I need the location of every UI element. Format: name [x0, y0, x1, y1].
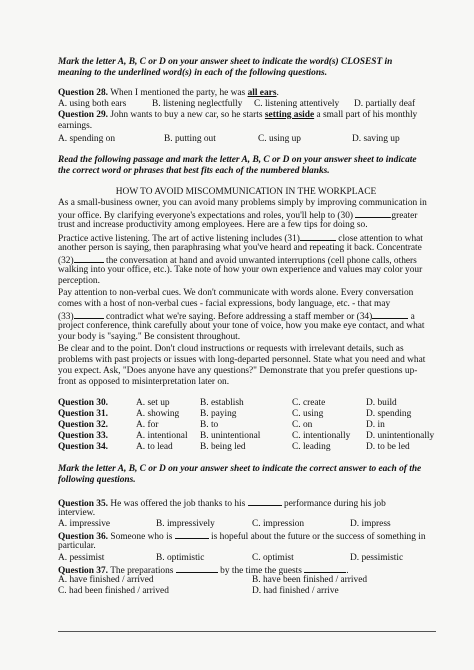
passage-line: front as opposed to misinterpretation later on.	[58, 377, 230, 387]
section1-instruction-line1: Mark the letter A, B, C or D on your answer sheet to indicate the word(s) CLOSEST in	[58, 57, 393, 67]
question-text-middle: by the time the guests	[217, 566, 305, 576]
question-text-end: performance during his job	[281, 499, 386, 509]
question-label: Question 29.	[58, 110, 109, 120]
blank-37b	[304, 564, 346, 573]
blank-37a	[176, 564, 218, 573]
blank-31	[300, 232, 336, 241]
q31-option-b[interactable]: B. paying	[200, 409, 237, 419]
passage-text: (32)	[58, 256, 74, 266]
question-text: The preparations	[108, 566, 176, 576]
q37-option-a[interactable]: A. have finished / arrived	[58, 575, 154, 585]
question-text: When I mentioned the party, he was	[108, 88, 248, 98]
question-32-label: Question 32.	[58, 420, 109, 430]
passage-title: HOW TO AVOID MISCOMMUNICATION IN THE WORKPLACE	[115, 187, 377, 197]
question-29	[58, 110, 417, 121]
q29-option-d[interactable]: D. saving up	[352, 134, 400, 144]
passage-line: perception.	[58, 276, 100, 286]
question-31-label: Question 31.	[58, 409, 109, 419]
q28-option-a[interactable]: A. using both ears	[58, 99, 127, 109]
q33-option-b[interactable]: B. unintentional	[200, 431, 261, 441]
passage-line: project conference, think carefully about your tone of voice, how you make eye contact, and what	[58, 321, 425, 331]
q30-option-a[interactable]: A. set up	[136, 398, 170, 408]
question-label: Question 37.	[58, 566, 109, 576]
blank-35	[248, 497, 282, 506]
passage-line: trust and increase productivity among employees. Here are a few tips for doing so.	[58, 220, 368, 230]
question-36	[58, 530, 426, 543]
question-label: Question 36.	[58, 532, 109, 542]
q36-option-d[interactable]: D. pessimistic	[350, 553, 404, 563]
question-text-end: a small part of his monthly	[314, 110, 418, 120]
q30-option-b[interactable]: B. establish	[200, 398, 244, 408]
blank-30	[355, 209, 391, 218]
q33-option-d[interactable]: D. unintentionally	[366, 431, 435, 441]
q32-option-d[interactable]: D. in	[366, 420, 385, 430]
question-label: Question 28.	[58, 88, 109, 98]
passage-line: another person is saying, then paraphrasing what you've heard and repeating it back. Concentrate	[58, 243, 422, 253]
underlined-phrase: all ears	[247, 88, 277, 98]
question-text-end: .	[276, 88, 279, 98]
q37-option-b[interactable]: B. have been finished / arrived	[252, 575, 368, 585]
q28-option-d[interactable]: D. partially deaf	[354, 99, 416, 109]
passage-line: Pay attention to non-verbal cues. We don't communicate with words alone. Every conversation	[58, 288, 414, 298]
q31-option-c[interactable]: C. using	[292, 409, 324, 419]
section3-instruction-line1: Mark the letter A, B, C or D on your answer sheet to indicate the correct answer to each of the	[58, 464, 422, 474]
question-text-end: .	[346, 566, 349, 576]
q33-option-a[interactable]: A. intentional	[136, 431, 188, 441]
q29-option-b[interactable]: B. putting out	[164, 134, 216, 144]
q30-option-d[interactable]: D. build	[366, 398, 397, 408]
passage-text: (33)	[58, 312, 74, 322]
question-29-continued: earnings.	[58, 121, 93, 131]
q31-option-d[interactable]: D. spending	[366, 409, 412, 419]
q34-option-a[interactable]: A. to lead	[136, 442, 173, 452]
q35-option-a[interactable]: A. impressive	[58, 519, 111, 529]
question-28	[58, 88, 279, 99]
q35-option-b[interactable]: B. impressively	[156, 519, 215, 529]
question-35-continued: interview.	[58, 508, 96, 518]
q29-option-a[interactable]: A. spending on	[58, 134, 116, 144]
section2-instruction-line1: Read the following passage and mark the letter A, B, C or D on your answer sheet to indicate	[58, 155, 417, 165]
passage-line: comes with a host of non-verbal cues - facial expressions, body language, etc. - that may	[58, 299, 391, 309]
passage-text: your office. By clarifying everyone's expectations and roles, you'll help to (30)	[58, 211, 356, 221]
q34-option-c[interactable]: C. leading	[292, 442, 331, 452]
q35-option-d[interactable]: D. impress	[350, 519, 391, 529]
passage-line: As a small-business owner, you can avoid many problems simply by improving communication in	[58, 198, 427, 208]
section2-instruction-line2: the correct word or phrases that best fits each of the numbered blanks.	[58, 166, 330, 176]
underlined-phrase: setting aside	[264, 110, 315, 120]
passage-line: walking into your office, etc.). Take note of how your own experience and values may color your	[58, 265, 423, 275]
question-text: Someone who is	[108, 532, 175, 542]
q32-option-a[interactable]: A. for	[136, 420, 159, 430]
question-34-label: Question 34.	[58, 442, 109, 452]
passage-line: your body is "saying." Be consistent throughout.	[58, 332, 241, 342]
section3-instruction-line2: following questions.	[58, 475, 136, 485]
question-text-end: is hopeful about the future or the success of something in	[208, 532, 426, 542]
question-35	[58, 497, 386, 510]
blank-36	[175, 530, 209, 539]
q32-option-c[interactable]: C. on	[292, 420, 313, 430]
q33-option-c[interactable]: C. intentionally	[292, 431, 351, 441]
passage-line: problems with past projects or issues with long-departed personnel. State what you need and what	[58, 355, 426, 365]
passage-text: close attention to what	[335, 234, 423, 244]
q34-option-d[interactable]: D. to be led	[366, 442, 410, 452]
q28-option-b[interactable]: B. listening neglectfully	[152, 99, 243, 109]
q29-option-c[interactable]: C. using up	[258, 134, 301, 144]
q32-option-b[interactable]: B. to	[200, 420, 219, 430]
blank-33	[74, 310, 104, 319]
passage-line: you expect. Ask, "Does anyone have any questions?" Demonstrate that you prefer questions up-	[58, 366, 418, 376]
passage-text: contradict what we're saying. Before addressing a staff member or (34)	[103, 312, 373, 322]
section1-instruction-line2: meaning to the underlined word(s) in each of the following questions.	[58, 68, 328, 78]
question-label: Question 35.	[58, 499, 109, 509]
passage-line: Be clear and to the point. Don't cloud instructions or requests with irrelevant details, such as	[58, 344, 404, 354]
blank-34	[372, 310, 408, 319]
question-text: John wants to buy a new car, so he starts	[108, 110, 265, 120]
question-33-label: Question 33.	[58, 431, 109, 441]
passage-text: Practice active listening. The art of active listening includes (31)	[58, 234, 300, 244]
question-30-label: Question 30.	[58, 398, 109, 408]
q37-option-c[interactable]: C. had been finished / arrived	[58, 586, 169, 596]
passage-text: a	[408, 312, 415, 322]
q37-option-d[interactable]: D. had finished / arrive	[252, 586, 339, 596]
q35-option-c[interactable]: C. impression	[252, 519, 305, 529]
passage-text: the conversation at hand and avoid unwanted interruptions (cell phone calls, others	[103, 256, 417, 266]
q31-option-a[interactable]: A. showing	[136, 409, 180, 419]
footer-divider	[58, 631, 436, 632]
q30-option-c[interactable]: C. create	[292, 398, 326, 408]
passage-text: greater	[391, 211, 418, 221]
q34-option-b[interactable]: B. being led	[200, 442, 246, 452]
q28-option-c[interactable]: C. listening attentively	[254, 99, 340, 109]
question-36-continued: particular.	[58, 541, 96, 551]
q36-option-b[interactable]: B. optimistic	[156, 553, 205, 563]
q36-option-c[interactable]: C. optimist	[252, 553, 294, 563]
question-text: He was offered the job thanks to his	[108, 499, 248, 509]
q36-option-a[interactable]: A. pessimist	[58, 553, 105, 563]
blank-32	[74, 254, 104, 263]
